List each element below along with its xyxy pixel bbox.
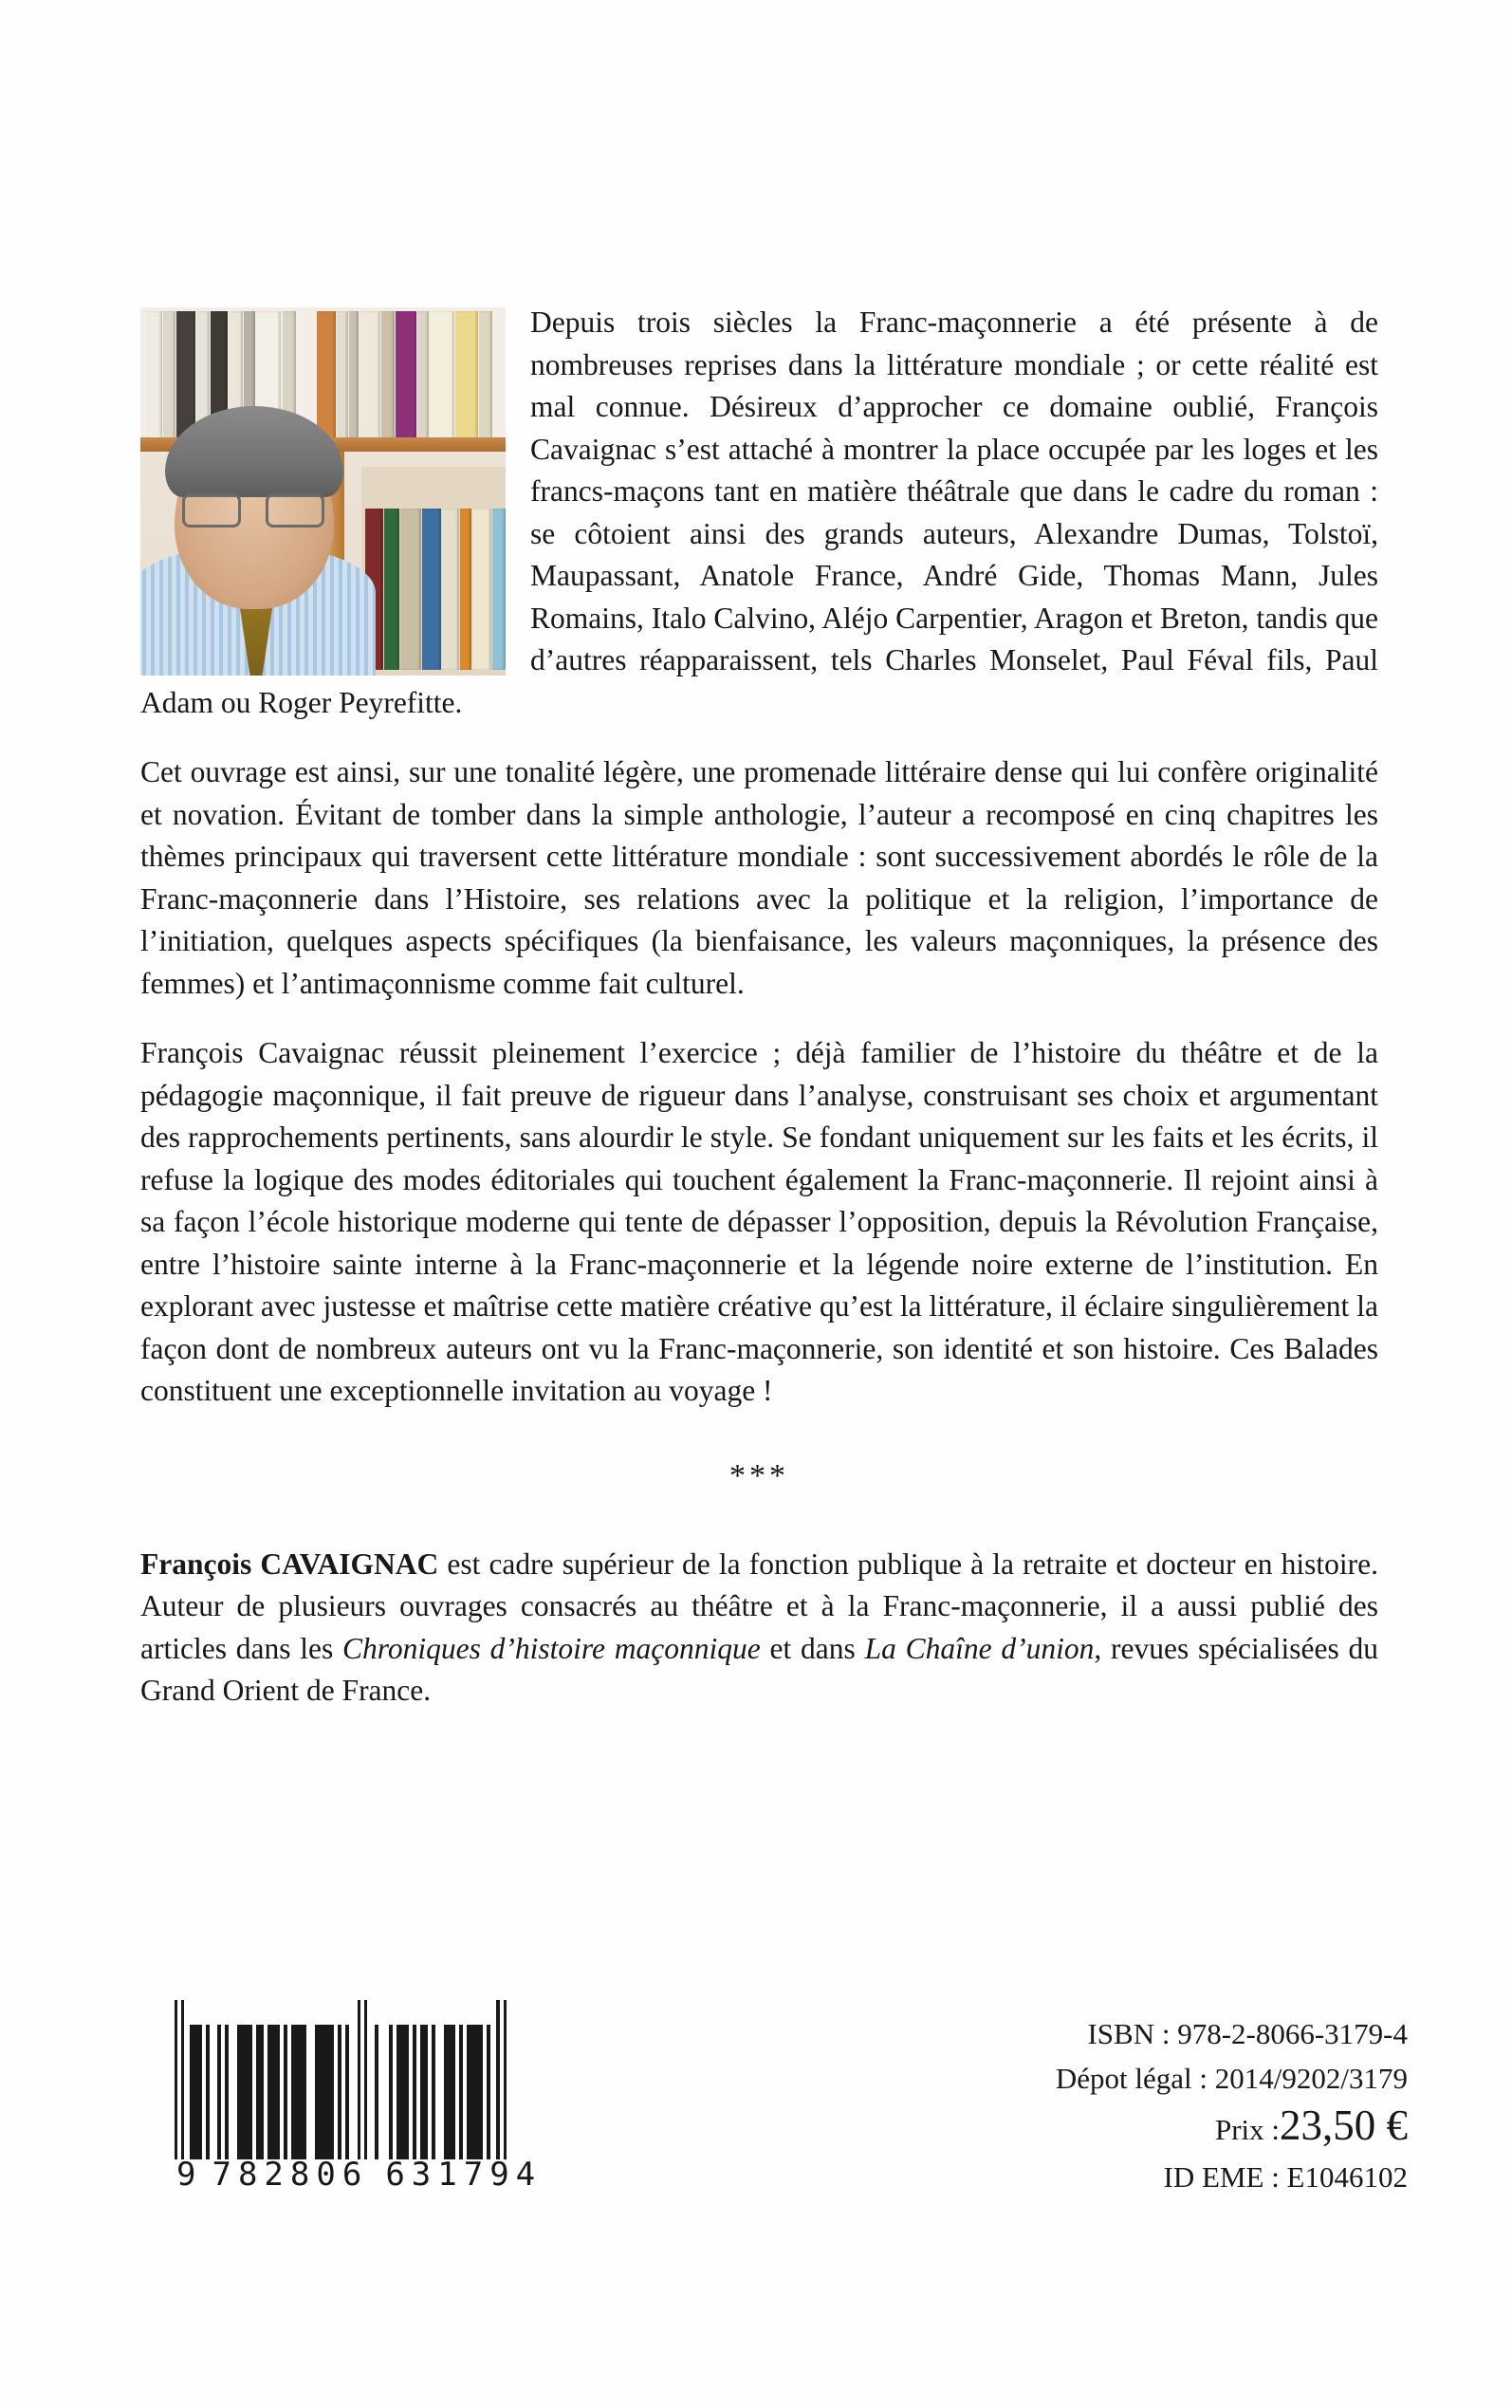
- id-eme-line: ID EME : E1046102: [1163, 2160, 1408, 2194]
- price-label: Prix :: [1214, 2113, 1280, 2146]
- author-bio: [140, 1544, 1378, 1713]
- barcode-digits: [175, 2156, 543, 2194]
- cover-footer: [140, 2011, 1408, 2296]
- section-separator: ***: [729, 1457, 789, 1493]
- isbn-line: ISBN : 978-2-8066-3179-4: [1087, 2017, 1408, 2050]
- bookshelf-lower-row: [361, 467, 506, 676]
- publication-metadata: [1056, 2011, 1408, 2199]
- blurb-paragraph-1: [140, 302, 1378, 724]
- author-portrait-image: [140, 307, 506, 676]
- blurb-paragraph-2: Cet ouvrage est ainsi, sur une tonalité légère, une promenade littéraire dense qui lui confère originalité et novation. Évitant de tomber dans la simple anthologie, l’auteur a recomposé en cinq chapitres les thèmes principaux qui traversent cette littérature mondiale : sont successivement abordés le rôle de la Franc-maçonnerie dans l’Histoire, ses relations avec la politique et la religion, l’importance de l’initiation, quelques aspects spécifiques (la bienfaisance, les valeurs maçonniques, la présence des femmes) et l’antimaçonnisme comme fait culturel.: [140, 755, 1378, 1000]
- author-bio-segment-1: est cadre supérieur de la fonction publique à la retraite et docteur en histoire. Auteur de plusieurs ouvrages consacrés au théâtre et à la Franc-maçonnerie, il a aussi publié des articles dans les: [140, 1547, 1378, 1665]
- blurb-paragraph-1-text: Depuis trois siècles la Franc-maçonnerie a été présente à de nombreuses reprises dans la littérature mondiale ; or cette réalité est mal connue. Désireux d’approcher ce domaine oublié, François Cavaignac s’est attaché à montrer la place occupée par les loges et les francs-maçons tant en matière théâtrale que dans le cadre du roman : se côtoient ainsi des grands auteurs, Alexandre Dumas, Tolstoï, Maupassant, Anatole France, André Gide, Thomas Mann, Jules Romains, Italo Calvino, Aléjo Carpentier, Aragon et Breton, tandis que d’autres réapparaissent, tels Charles Monselet, Paul Féval fils, Paul Adam ou Roger Peyrefitte.: [140, 306, 1378, 719]
- barcode-right-group: 631794: [385, 2156, 543, 2194]
- author-bio-segment-3: , revues spécialisées du Grand Orient de France.: [140, 1631, 1379, 1707]
- portrait-eyeglasses: [182, 493, 324, 526]
- author-bio-segment-2: et dans: [760, 1631, 865, 1665]
- author-bio-journal-2: La Chaîne d’union: [864, 1631, 1095, 1665]
- barcode-left-group: 782806: [212, 2156, 369, 2194]
- author-bio-journal-1: Chroniques d’histoire maçonnique: [342, 1631, 761, 1665]
- blurb-content: [140, 302, 1378, 1713]
- author-bio-name: François CAVAIGNAC: [140, 1547, 439, 1581]
- barcode-lead-digit: 9: [176, 2156, 197, 2194]
- legal-deposit-line: Dépot légal : 2014/9202/3179: [1055, 2062, 1408, 2095]
- blurb-paragraph-3: François Cavaignac réussit pleinement l’exercice ; déjà familier de l’histoire du théâtre et de la pédagogie maçonnique, il fait preuve de rigueur dans l’analyse, construisant ses choix et argumentant des rapprochements pertinents, sans alourdir le style. Se fondant uniquement sur les faits et les écrits, il refuse la logique des modes éditoriales qui touchent également la Franc-maçonnerie. Il rejoint ainsi à sa façon l’école historique moderne qui tente de dépasser l’opposition, depuis la Révolution Française, entre l’histoire sainte interne à la Franc-maçonnerie et la légende noire externe de l’institution. En explorant avec justesse et maîtrise cette matière créative qu’est la littérature, il éclaire singulièrement la façon dont de nombreux auteurs ont vu la Franc-maçonnerie, son identité et son histoire. Ces Balades constituent une exceptionnelle invitation au voyage !: [140, 1036, 1378, 1407]
- price-amount: 23,50 €: [1280, 2102, 1408, 2149]
- price-line: [1056, 2101, 1408, 2155]
- barcode-bars: [175, 2025, 507, 2159]
- ean13-barcode: [175, 2025, 543, 2194]
